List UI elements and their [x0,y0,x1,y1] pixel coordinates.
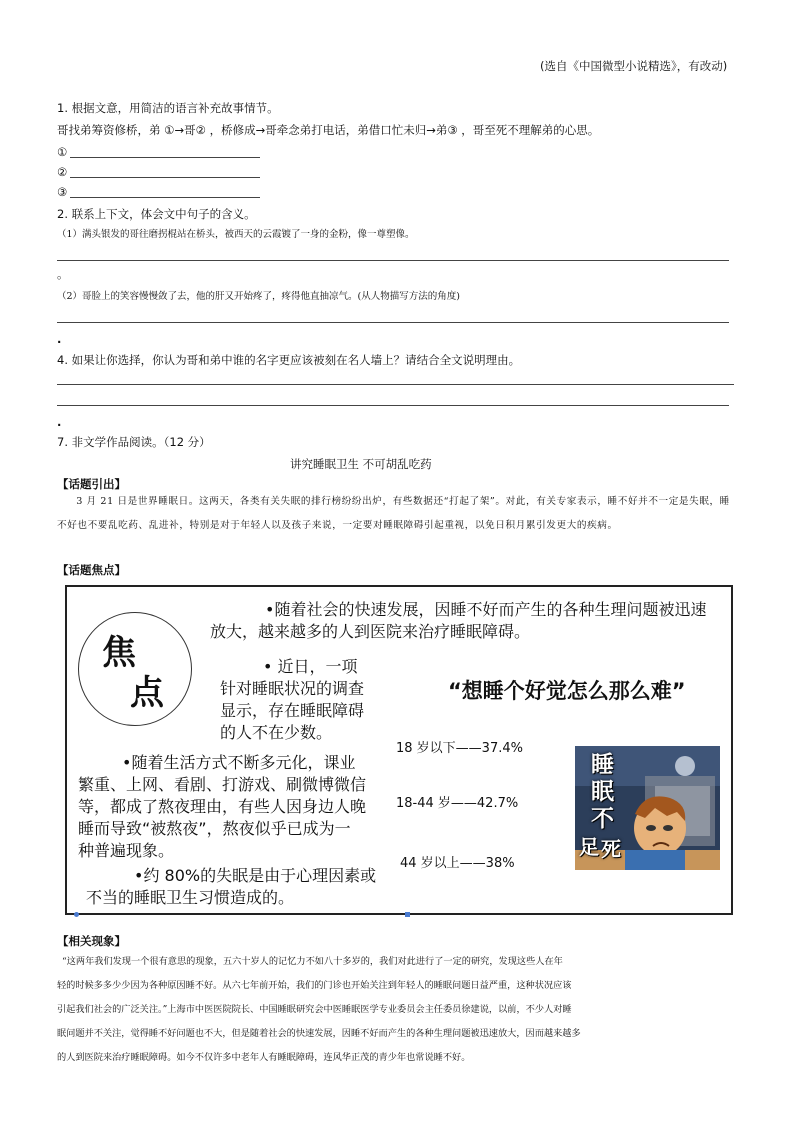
topic-focus-label: 【话题焦点】 [57,563,126,577]
cartoon-char-1: 睡 [591,752,614,778]
q1-blank-1[interactable] [70,157,260,158]
q4-end: . [57,415,62,429]
q1-blank-1-label: ① [57,145,68,159]
topic-intro-label: 【话题引出】 [57,477,126,491]
focus-bullet-2-line-1: • 近日，一项 [263,657,358,676]
focus-bullet-2-line-3: 显示，存在睡眠障碍 [220,701,365,720]
focus-bullet-4-line-1: •约 80%的失眠是由于心理因素或 [134,866,377,885]
focus-bullet-3-line-1: •随着生活方式不断多元化，课业 [122,753,356,772]
source-note: (选自《中国微型小说精选》，有改动) [540,59,728,73]
q1-blank-2-label: ② [57,165,68,179]
q2-answer-line-1[interactable] [57,260,729,261]
related-line-5: 的人到医院来治疗睡眠障碍。如今不仅许多中老年人有睡眠障碍，连风华正茂的青少年也常说睡不好。 [57,1052,471,1063]
focus-bullet-3-line-3: 等，都成了熬夜理由，有些人因身边人晚 [78,797,367,816]
q4-answer-line-1[interactable] [57,384,734,385]
focus-bullet-1-line-2: 放大，越来越多的人到医院来治疗睡眠障碍。 [210,622,531,641]
focus-bullet-4-line-2: 不当的睡眠卫生习惯造成的。 [86,888,295,907]
q7-title: 7. 非文学作品阅读。（12 分） [57,435,211,449]
focus-char-1: 焦 [102,633,136,673]
resize-handle-mid[interactable] [405,912,410,917]
related-line-1: “这两年我们发现一个很有意思的现象，五六十岁人的记忆力不如八十多岁的，我们对此进行了一定的研究，发现这些人在年 [62,956,563,967]
related-line-2: 轻的时候多多少少因为各种原因睡不好。从六七年前开始，我们的门诊也开始关注到年轻人的睡眠问题日益严重，这种状况应该 [57,980,572,991]
q4-title: 4. 如果让你选择，你认为哥和弟中谁的名字更应该被刻在名人墙上？请结合全文说明理由。 [57,353,521,367]
resize-handle-left[interactable] [74,912,79,917]
focus-quote: “想睡个好觉怎么那么难” [448,679,686,703]
focus-char-2: 点 [130,673,164,713]
related-line-4: 眠问题并不关注，觉得睡不好问题也不大，但是随着社会的快速发展，因睡不好而产生的各种生理问题被迅速放大，因而越来越多 [57,1028,581,1039]
q2-end-2: . [57,332,62,346]
focus-bullet-1-line-1: •随着社会的快速发展，因睡不好而产生的各种生理问题被迅速 [265,600,707,619]
q1-title: 1. 根据文意，用简洁的语言补充故事情节。 [57,101,279,115]
q4-answer-line-2[interactable] [57,405,729,406]
q2-end-1: 。 [57,267,69,281]
focus-bullet-3-line-2: 繁重、上网、看剧、打游戏、刷微博微信 [78,775,367,794]
sleepless-cartoon-image [575,746,720,870]
q1-blank-2[interactable] [70,177,260,178]
focus-bullet-3-line-5: 种普遍现象。 [78,841,175,860]
q1-line: 哥找弟筹资修桥，弟 ①→哥② ，桥修成→哥牵念弟打电话，弟借口忙未归→弟③ ，哥至死不理解弟的心思。 [57,123,600,137]
q2-sentence-1: （1）满头银发的哥往磨拐棍站在桥头，被西天的云霞镀了一身的金粉，像一尊塑像。 [57,229,415,240]
stat-18-44: 18-44 岁——42.7% [396,796,519,811]
cartoon-char-2: 眠 [591,779,614,805]
q2-answer-line-2[interactable] [57,322,729,323]
article-title: 讲究睡眠卫生 不可胡乱吃药 [290,457,432,471]
stat-under-18: 18 岁以下——37.4% [396,741,523,756]
related-line-3: 引起我们社会的广泛关注。”上海市中医医院院长、中国睡眠研究会中医睡眠医学专业委员会主任委员徐建说，以前，不少人对睡 [57,1004,572,1015]
cartoon-char-3: 不 [591,806,614,832]
q2-sentence-2: （2）哥脸上的笑容慢慢敛了去，他的肝又开始疼了，疼得他直抽凉气。(从人物描写方法的角度) [57,291,460,302]
stat-over-44: 44 岁以上——38% [400,856,515,871]
related-label: 【相关现象】 [57,934,126,948]
cartoon-char-4: 足 [579,835,599,859]
focus-bullet-2-line-4: 的人不在少数。 [220,723,333,742]
q1-blank-3[interactable] [70,197,260,198]
focus-bullet-2-line-2: 针对睡眠状况的调查 [220,679,365,698]
topic-intro-text: 3 月 21 日是世界睡眠日。这两天，各类有关失眠的排行榜纷纷出炉，有些数据还“打起了架”。对此，有关专家表示，睡不好并不一定是失眠，睡不好也不要乱吃药、乱进补，特别是对于年轻人以及孩子来说，一定要对睡眠障碍引起重视，以免日积月累引发更大的疾病。 [57,496,730,531]
cartoon-char-5: 死 [601,837,621,861]
focus-bullet-3-line-4: 睡而导致“被熬夜”，熬夜似乎已成为一 [78,819,351,838]
q1-blank-3-label: ③ [57,185,68,199]
q2-title: 2. 联系上下文，体会文中句子的含义。 [57,207,256,221]
